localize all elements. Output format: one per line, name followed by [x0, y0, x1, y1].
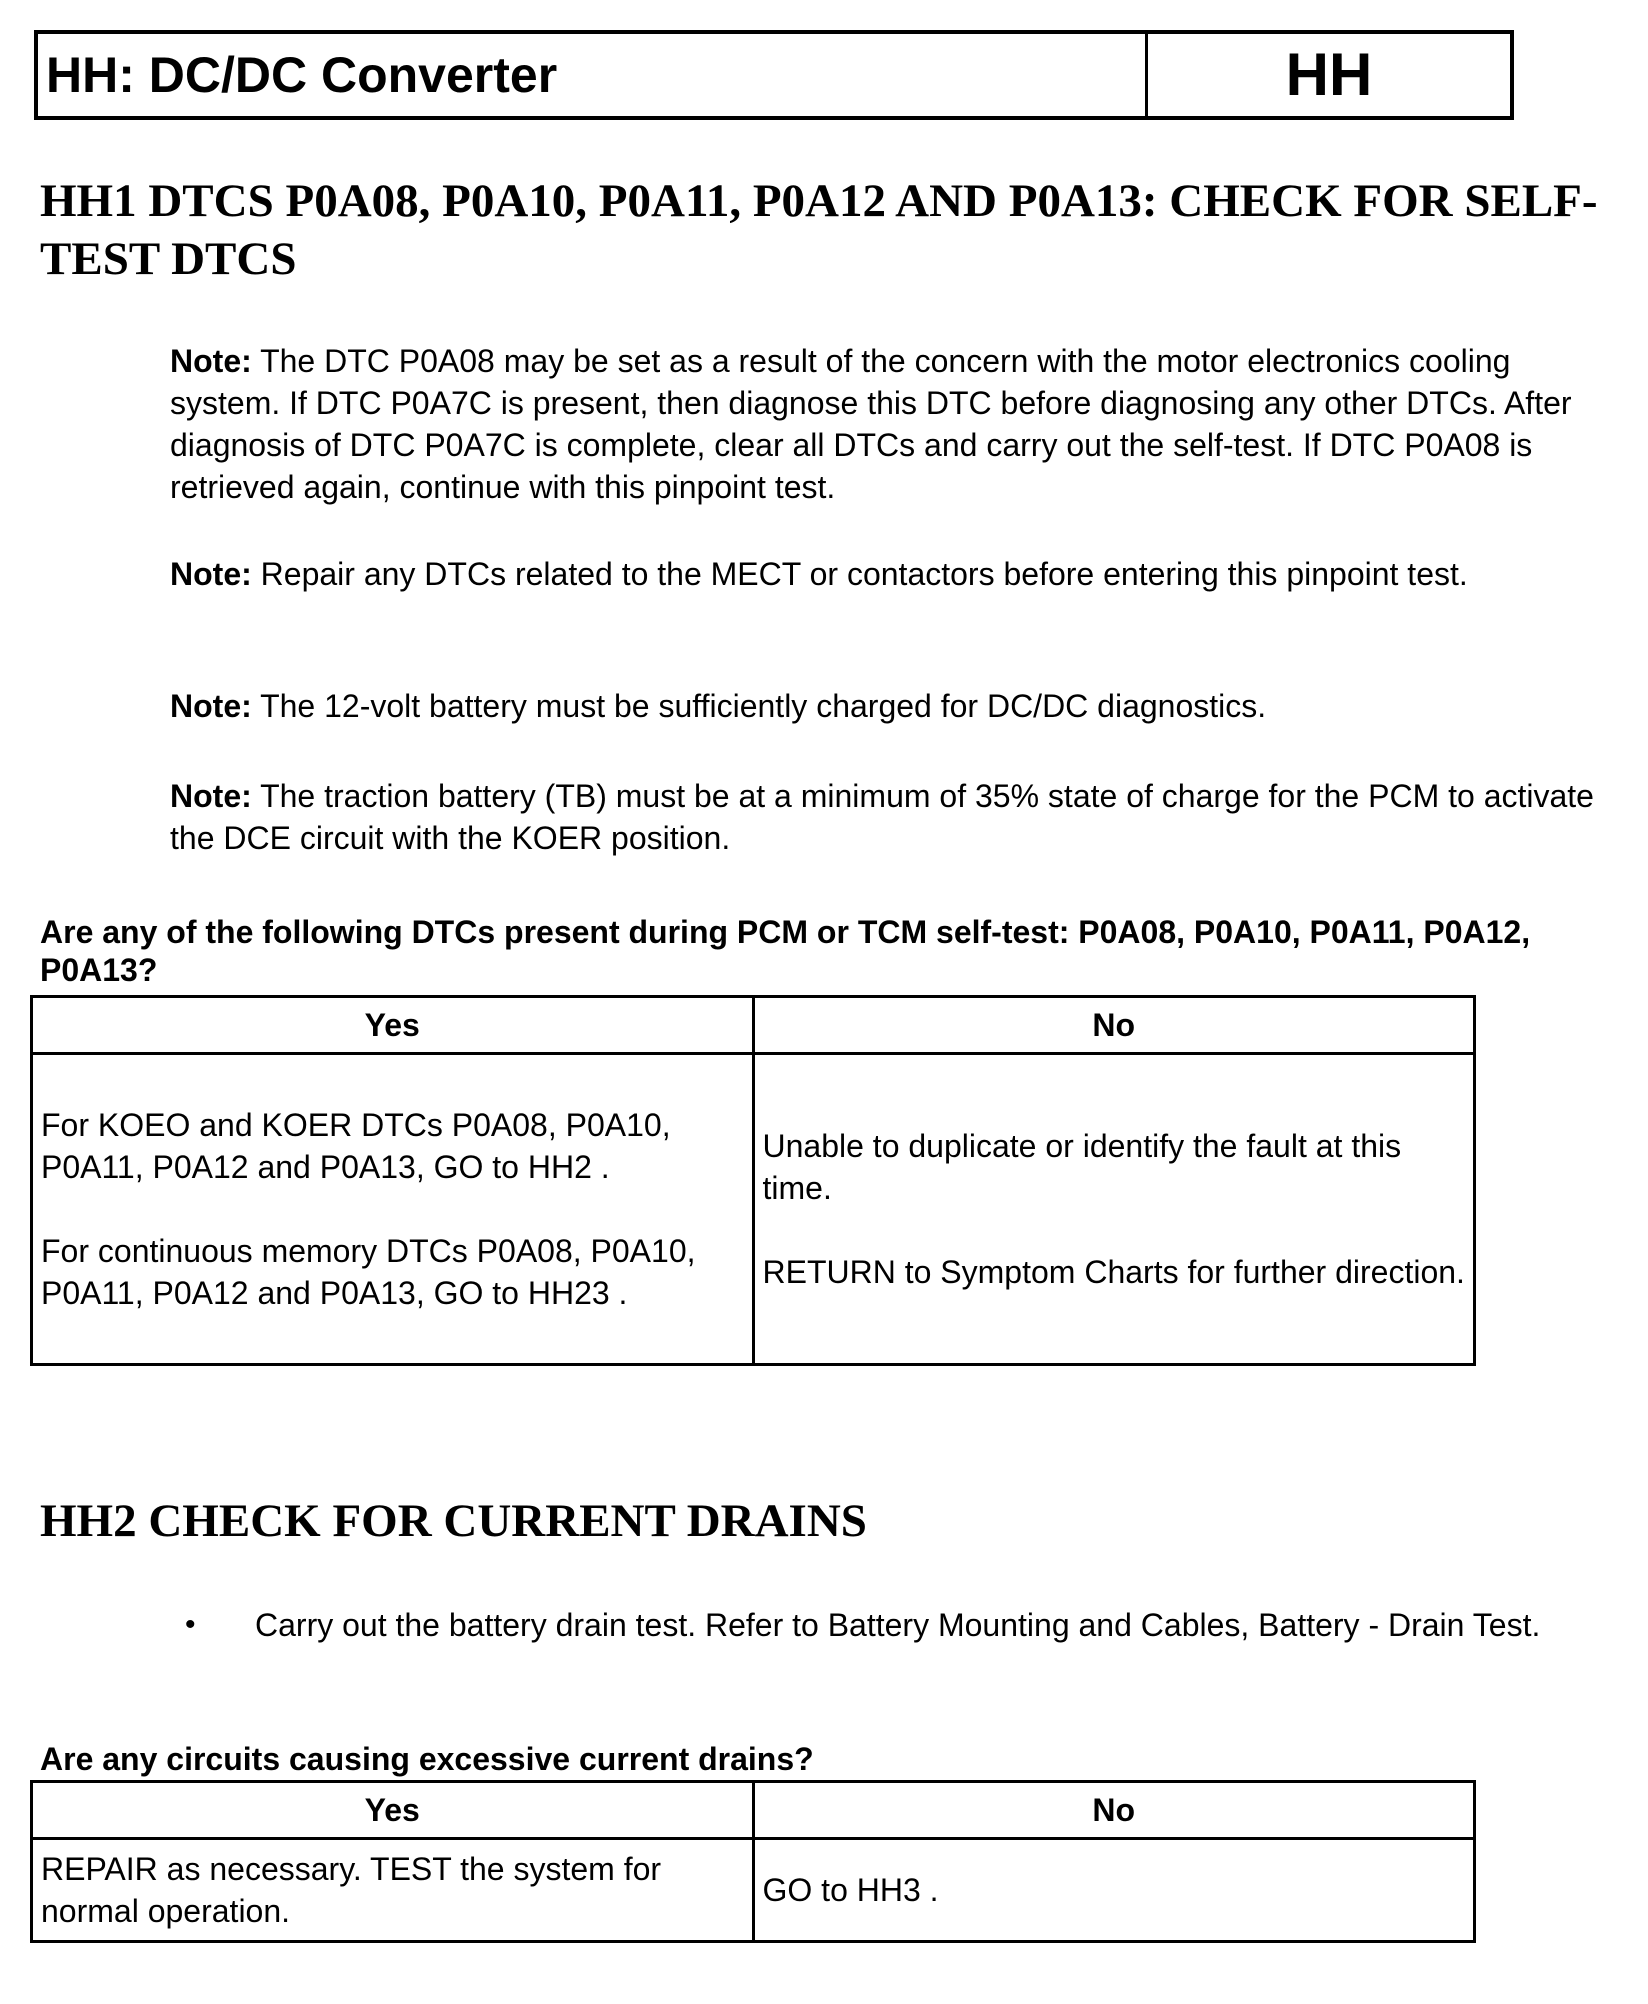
- note-text: The 12-volt battery must be sufficiently charged for DC/DC diagnostics.: [251, 688, 1267, 724]
- no-instruction-1: Unable to duplicate or identify the fault at this time.: [762, 1128, 1402, 1206]
- no-cell: GO to HH3 .: [753, 1839, 1475, 1942]
- table-header-row: [32, 1782, 1475, 1839]
- hh1-decision-table: [30, 995, 1476, 1366]
- hh2-decision-table: [30, 1780, 1476, 1943]
- note-label: Note:: [170, 778, 252, 814]
- yes-header: Yes: [32, 1782, 754, 1839]
- yes-instruction-1: For KOEO and KOER DTCs P0A08, P0A10, P0A11, P0A12 and P0A13, GO to HH2 .: [41, 1107, 671, 1185]
- bullet-text: Carry out the battery drain test. Refer to Battery Mounting and Cables, Battery - Drain Test.: [255, 1607, 1541, 1643]
- no-header: No: [753, 997, 1475, 1054]
- hh2-heading: HH2 CHECK FOR CURRENT DRAINS: [40, 1495, 867, 1547]
- yes-instruction-2: For continuous memory DTCs P0A08, P0A10, P0A11, P0A12 and P0A13, GO to HH23 .: [41, 1233, 696, 1311]
- no-header: No: [753, 1782, 1475, 1839]
- header-box: [34, 30, 1514, 120]
- hh2-question: Are any circuits causing excessive current drains?: [40, 1741, 814, 1777]
- note-text: Repair any DTCs related to the MECT or contactors before entering this pinpoint test.: [251, 556, 1468, 592]
- yes-cell: REPAIR as necessary. TEST the system for normal operation.: [32, 1839, 754, 1942]
- table-header-row: [32, 997, 1475, 1054]
- section-code: HH: [1285, 41, 1373, 108]
- hh2-bullet-item: [185, 1604, 1605, 1646]
- note-3: [170, 685, 1600, 727]
- hh1-question: Are any of the following DTCs present during PCM or TCM self-test: P0A08, P0A10, P0A11, P0A12, P0A13?: [40, 914, 1531, 988]
- table-row: [32, 1839, 1475, 1942]
- note-label: Note:: [170, 556, 252, 592]
- no-instruction-2: RETURN to Symptom Charts for further direction.: [762, 1254, 1465, 1290]
- page-title: HH: DC/DC Converter: [38, 34, 1148, 116]
- note-text: The DTC P0A08 may be set as a result of the concern with the motor electronics cooling system. If DTC P0A7C is present, then diagnose this DTC before diagnosing any other DTCs. After diagnosis of DTC P0A7C is complete, clear all DTCs and carry out the self-test. If DTC P0A08 is retrieved again, continue with this pinpoint test.: [170, 343, 1572, 505]
- bullet-icon: •: [185, 1608, 196, 1641]
- yes-cell: [32, 1054, 754, 1365]
- table-row: [32, 1054, 1475, 1365]
- note-2: [170, 553, 1600, 595]
- note-4: [170, 775, 1600, 859]
- note-text: The traction battery (TB) must be at a minimum of 35% state of charge for the PCM to activate the DCE circuit with the KOER position.: [170, 778, 1594, 856]
- note-label: Note:: [170, 688, 252, 724]
- yes-header: Yes: [32, 997, 754, 1054]
- note-label: Note:: [170, 343, 252, 379]
- note-1: [170, 340, 1600, 508]
- no-cell: [753, 1054, 1475, 1365]
- hh1-heading: HH1 DTCS P0A08, P0A10, P0A11, P0A12 AND P0A13: CHECK FOR SELF-TEST DTCS: [40, 175, 1598, 285]
